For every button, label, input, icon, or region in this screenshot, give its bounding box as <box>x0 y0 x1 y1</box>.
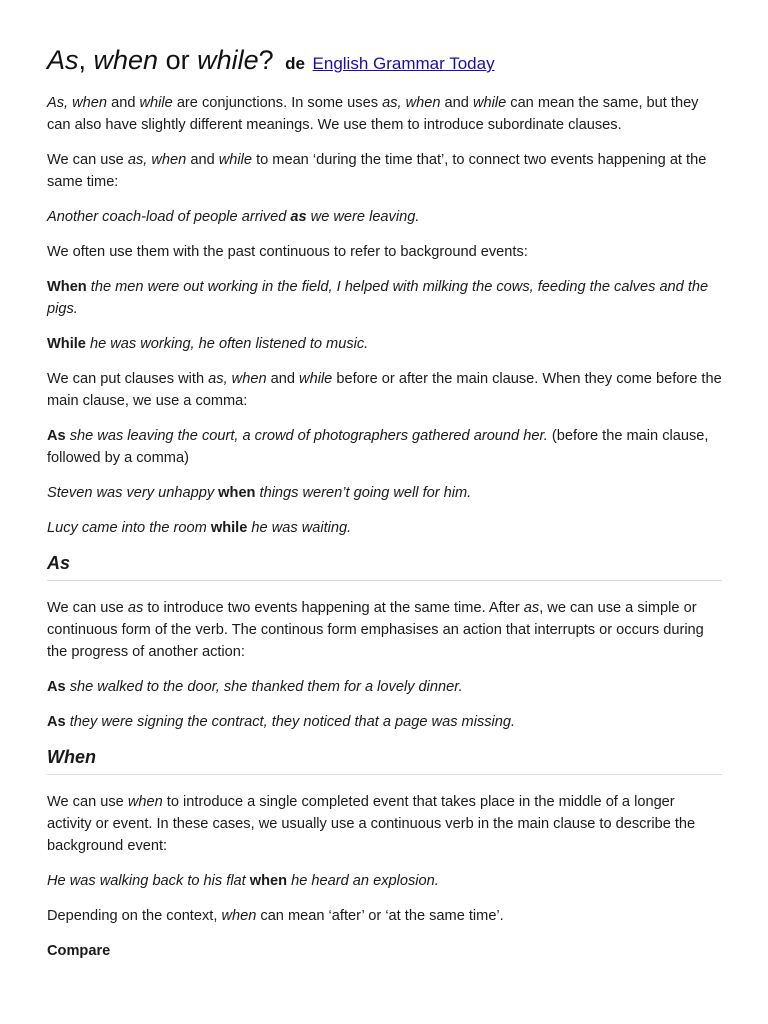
example-field: When the men were out working in the field, I helped with milking the cows, feeding the calves and the pigs. <box>47 279 709 317</box>
example-steven: Steven was very unhappy when things weren’t going well for him. <box>47 485 472 501</box>
paragraph-when-usage: We can use when to introduce a single completed event that takes place in the middle of a longer activity or event. In these cases, we usually use a continuous verb in the main clause to describe the background event: <box>47 794 696 854</box>
paragraph-as-usage: We can use as to introduce two events happening at the same time. After as, we can use a simple or continuous form of the verb. The continous form emphasises an action that interrupts or occurs during the progress of another action: <box>47 600 704 660</box>
compare-label: Compare <box>47 943 111 959</box>
example-music: While he was working, he often listened to music. <box>47 336 369 352</box>
title-when: when <box>93 45 159 75</box>
paragraph-past-continuous: We often use them with the past continuous to refer to background events: <box>47 244 528 260</box>
title-or: or <box>158 45 198 75</box>
paragraph-during: We can use as, when and while to mean ‘during the time that’, to connect two events happening at the same time: <box>47 152 707 190</box>
title-while: while <box>197 45 259 75</box>
paragraph-comma: We can put clauses with as, when and while before or after the main clause. When they come before the main clause, we use a comma: <box>47 371 722 409</box>
example-door: As she walked to the door, she thanked them for a lovely dinner. <box>47 679 463 695</box>
example-explosion: He was walking back to his flat when he heard an explosion. <box>47 873 439 889</box>
title-de: de <box>285 54 306 73</box>
source-link[interactable]: English Grammar Today <box>312 54 495 73</box>
example-contract: As they were signing the contract, they noticed that a page was missing. <box>47 714 516 730</box>
example-lucy: Lucy came into the room while he was waiting. <box>47 520 352 536</box>
example-coach-load: Another coach-load of people arrived as we were leaving. <box>47 209 420 225</box>
title-sep: , <box>78 45 94 75</box>
paragraph-context: Depending on the context, when can mean ‘after’ or ‘at the same time’. <box>47 908 504 924</box>
section-heading-as: As <box>47 552 722 581</box>
title-as: As <box>47 45 79 75</box>
page-title <box>47 44 722 80</box>
title-qmark: ? <box>258 45 274 75</box>
paragraph-intro: As, when and while are conjunctions. In some uses as, when and while can mean the same, but they can also have slightly different meanings. We use them to introduce subordinate clauses. <box>47 95 699 133</box>
section-heading-when: When <box>47 746 722 775</box>
example-court: As she was leaving the court, a crowd of photographers gathered around her. (before the main clause, followed by a comma) <box>47 428 709 466</box>
